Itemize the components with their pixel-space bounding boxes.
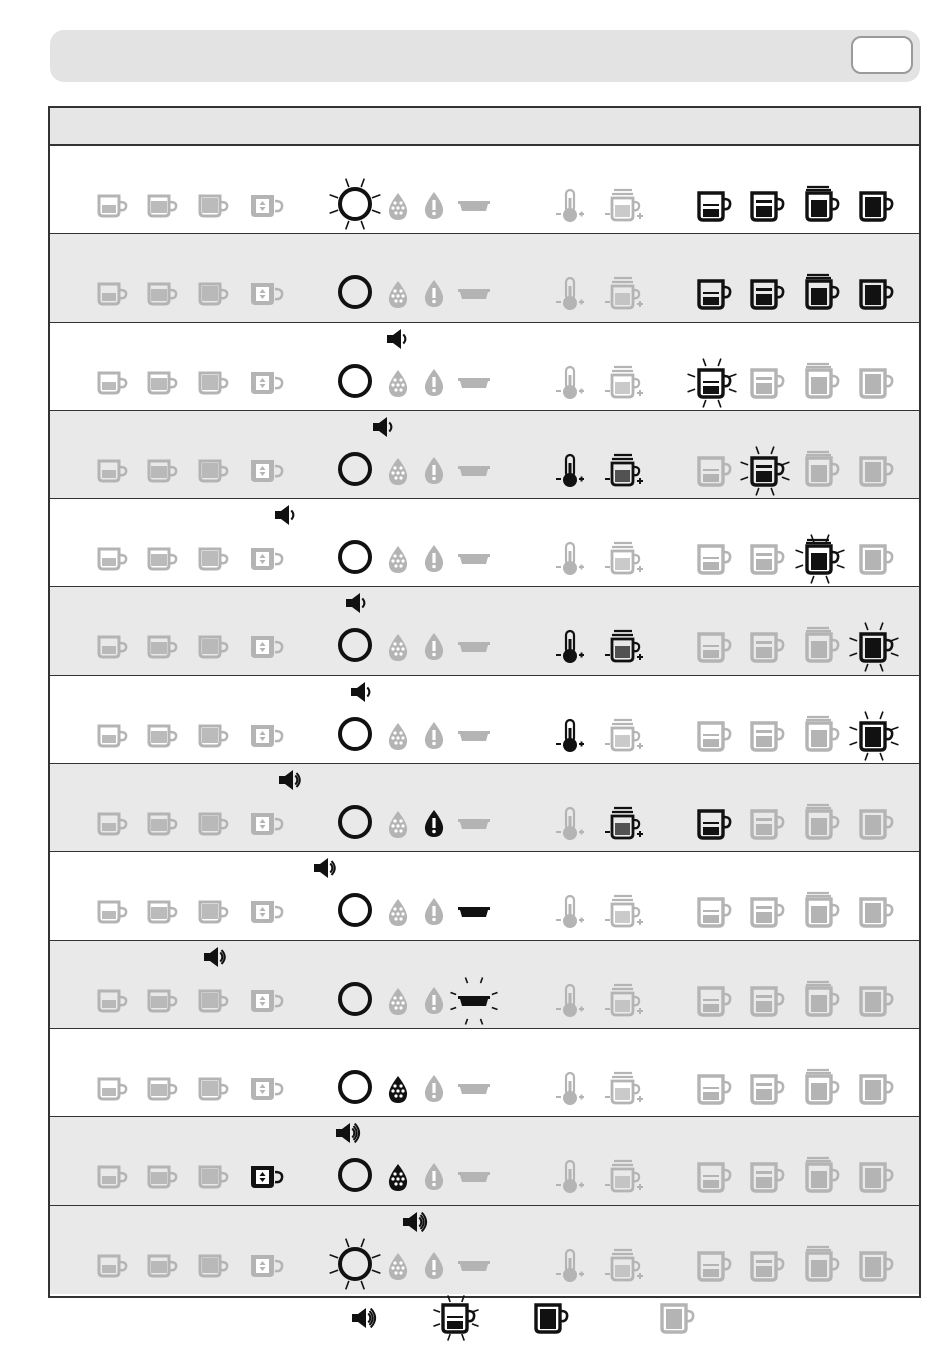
- cup-small-icon: [142, 1069, 182, 1109]
- thermometer-icon: [550, 802, 590, 846]
- coffee-cup-icon: [735, 796, 795, 852]
- cup-small-icon: [92, 539, 132, 579]
- coffee-cup-icon: [790, 443, 850, 499]
- coffee-cup-icon: [682, 443, 742, 499]
- coffee-cup-icon: [844, 1238, 904, 1294]
- cup-adjust-icon: [246, 1069, 286, 1109]
- cup-adjust-icon: [246, 1246, 286, 1286]
- cup-stack-icon: [602, 1155, 646, 1199]
- cup-adjust-icon: [246, 716, 286, 756]
- thermometer-icon: [550, 1067, 590, 1111]
- thermometer-icon: [550, 1155, 590, 1199]
- cup-adjust-icon: [246, 1157, 286, 1197]
- thermometer-icon: [550, 890, 590, 934]
- cup-small-icon: [193, 804, 233, 844]
- thermometer-icon: [550, 449, 590, 493]
- cup-small-icon: [193, 981, 233, 1021]
- coffee-cup-icon: [844, 266, 904, 322]
- row-5: [50, 499, 919, 587]
- cup-adjust-icon: [246, 627, 286, 667]
- cup-small-icon: [142, 274, 182, 314]
- cup-stack-icon: [602, 184, 646, 228]
- cup-small-icon: [92, 1246, 132, 1286]
- blink-cup-icon: [790, 531, 850, 587]
- descale-drop-icon: [378, 1069, 418, 1109]
- cup-adjust-icon: [246, 981, 286, 1021]
- descale-drop-icon: [378, 804, 418, 844]
- row-12: [50, 1117, 919, 1205]
- row-2: [50, 234, 919, 322]
- coffee-cup-icon: [790, 355, 850, 411]
- coffee-cup-icon: [844, 355, 904, 411]
- cup-stack-icon: [602, 449, 646, 493]
- coffee-cup-icon: [844, 443, 904, 499]
- thermometer-icon: [550, 272, 590, 316]
- row-6: [50, 587, 919, 675]
- coffee-cup-icon: [682, 619, 742, 675]
- cup-small-icon: [142, 627, 182, 667]
- beep-icon: [274, 766, 308, 794]
- coffee-cup-icon: [790, 884, 850, 940]
- cup-small-icon: [193, 1069, 233, 1109]
- drip-tray-icon: [444, 887, 504, 937]
- coffee-cup-icon: [790, 1238, 850, 1294]
- coffee-cup-icon: [735, 266, 795, 322]
- cup-small-icon: [92, 186, 132, 226]
- cup-small-icon: [92, 804, 132, 844]
- drip-tray-icon: [444, 534, 504, 584]
- blink-cup-icon: [735, 443, 795, 499]
- legend-beep-icon: [336, 1296, 392, 1340]
- beep-icon: [199, 943, 233, 971]
- coffee-cup-icon: [682, 708, 742, 764]
- blink-cup-icon: [844, 708, 904, 764]
- coffee-cup-icon: [844, 1061, 904, 1117]
- cup-stack-icon: [602, 714, 646, 758]
- descale-drop-icon: [378, 981, 418, 1021]
- descale-drop-icon: [378, 274, 418, 314]
- beep-icon: [382, 325, 416, 353]
- cup-small-icon: [142, 539, 182, 579]
- coffee-cup-icon: [844, 796, 904, 852]
- beep-icon: [331, 1119, 365, 1147]
- thermometer-icon: [550, 1244, 590, 1288]
- blink-cup-icon: [844, 619, 904, 675]
- descale-drop-icon: [378, 363, 418, 403]
- coffee-cup-icon: [735, 619, 795, 675]
- descale-drop-icon: [378, 186, 418, 226]
- coffee-cup-icon: [682, 796, 742, 852]
- cup-adjust-icon: [246, 363, 286, 403]
- cup-small-icon: [92, 892, 132, 932]
- cup-small-icon: [142, 892, 182, 932]
- drip-tray-icon: [444, 1241, 504, 1291]
- table-header: [50, 108, 919, 146]
- coffee-cup-icon: [790, 796, 850, 852]
- coffee-cup-icon: [735, 708, 795, 764]
- cup-adjust-icon: [246, 274, 286, 314]
- coffee-cup-icon: [844, 178, 904, 234]
- coffee-cup-icon: [735, 1061, 795, 1117]
- cup-small-icon: [193, 451, 233, 491]
- row-8: [50, 764, 919, 852]
- beep-icon: [398, 1208, 432, 1236]
- descale-drop-icon: [378, 1157, 418, 1197]
- descale-drop-icon: [378, 716, 418, 756]
- drip-tray-icon: [444, 181, 504, 231]
- coffee-cup-icon: [735, 178, 795, 234]
- cup-small-icon: [92, 274, 132, 314]
- row-9: [50, 852, 919, 940]
- drip-tray-icon: [444, 358, 504, 408]
- coffee-cup-icon: [682, 266, 742, 322]
- thermometer-icon: [550, 184, 590, 228]
- cup-small-icon: [92, 716, 132, 756]
- coffee-cup-icon: [844, 1149, 904, 1205]
- drip-tray-icon: [444, 711, 504, 761]
- descale-drop-icon: [378, 451, 418, 491]
- drip-tray-icon: [444, 1064, 504, 1114]
- coffee-cup-icon: [844, 884, 904, 940]
- thermometer-icon: [550, 537, 590, 581]
- coffee-cup-icon: [682, 973, 742, 1029]
- cup-stack-icon: [602, 361, 646, 405]
- legend-lit-icon: [521, 1296, 577, 1340]
- blink-cup-icon: [682, 355, 742, 411]
- row-10: [50, 941, 919, 1029]
- header-bar: [50, 30, 920, 82]
- cup-stack-icon: [602, 537, 646, 581]
- thermometer-icon: [550, 361, 590, 405]
- cup-stack-icon: [602, 272, 646, 316]
- drip-tray-icon: [444, 622, 504, 672]
- cup-small-icon: [92, 981, 132, 1021]
- page-number-box: [851, 36, 913, 74]
- cup-small-icon: [92, 1157, 132, 1197]
- coffee-cup-icon: [682, 884, 742, 940]
- cup-small-icon: [92, 627, 132, 667]
- cup-small-icon: [142, 186, 182, 226]
- row-11: [50, 1029, 919, 1117]
- thermometer-icon: [550, 714, 590, 758]
- cup-adjust-icon: [246, 804, 286, 844]
- cup-stack-icon: [602, 802, 646, 846]
- coffee-cup-icon: [682, 1238, 742, 1294]
- cup-stack-icon: [602, 1244, 646, 1288]
- coffee-cup-icon: [682, 1149, 742, 1205]
- cup-adjust-icon: [246, 186, 286, 226]
- coffee-cup-icon: [790, 1149, 850, 1205]
- coffee-cup-icon: [844, 973, 904, 1029]
- coffee-cup-icon: [790, 619, 850, 675]
- drip-tray-icon: [444, 446, 504, 496]
- coffee-cup-icon: [790, 973, 850, 1029]
- cup-adjust-icon: [246, 451, 286, 491]
- thermometer-icon: [550, 625, 590, 669]
- row-7: [50, 676, 919, 764]
- cup-small-icon: [193, 892, 233, 932]
- coffee-cup-icon: [790, 266, 850, 322]
- cup-stack-icon: [602, 625, 646, 669]
- cup-small-icon: [142, 1157, 182, 1197]
- row-3: [50, 323, 919, 411]
- coffee-cup-icon: [790, 178, 850, 234]
- row-1: [50, 146, 919, 234]
- legend-off-icon: [647, 1296, 703, 1340]
- cup-small-icon: [142, 716, 182, 756]
- cup-adjust-icon: [246, 539, 286, 579]
- coffee-cup-icon: [790, 1061, 850, 1117]
- cup-small-icon: [193, 186, 233, 226]
- descale-drop-icon: [378, 1246, 418, 1286]
- cup-small-icon: [193, 716, 233, 756]
- coffee-cup-icon: [682, 531, 742, 587]
- descale-drop-icon: [378, 892, 418, 932]
- drip-tray-icon: [444, 799, 504, 849]
- beep-icon: [309, 854, 343, 882]
- cup-small-icon: [142, 981, 182, 1021]
- cup-small-icon: [193, 274, 233, 314]
- drip-tray-icon: [444, 976, 504, 1026]
- drip-tray-icon: [444, 269, 504, 319]
- thermometer-icon: [550, 979, 590, 1023]
- cup-small-icon: [92, 451, 132, 491]
- cup-small-icon: [193, 539, 233, 579]
- cup-adjust-icon: [246, 892, 286, 932]
- coffee-cup-icon: [790, 708, 850, 764]
- cup-small-icon: [193, 1157, 233, 1197]
- cup-small-icon: [193, 363, 233, 403]
- table-body: [50, 146, 919, 1294]
- cup-small-icon: [142, 363, 182, 403]
- cup-stack-icon: [602, 979, 646, 1023]
- cup-small-icon: [92, 363, 132, 403]
- coffee-cup-icon: [735, 355, 795, 411]
- cup-small-icon: [142, 451, 182, 491]
- cup-small-icon: [193, 627, 233, 667]
- coffee-cup-icon: [735, 1238, 795, 1294]
- coffee-cup-icon: [735, 1149, 795, 1205]
- legend-blinking-icon: [428, 1296, 484, 1340]
- status-table: [48, 106, 921, 1298]
- beep-icon: [368, 413, 402, 441]
- coffee-cup-icon: [682, 178, 742, 234]
- coffee-cup-icon: [682, 1061, 742, 1117]
- coffee-cup-icon: [844, 531, 904, 587]
- row-4: [50, 411, 919, 499]
- legend: [0, 1298, 950, 1357]
- coffee-cup-icon: [735, 973, 795, 1029]
- coffee-cup-icon: [735, 531, 795, 587]
- cup-small-icon: [142, 804, 182, 844]
- beep-icon: [341, 589, 375, 617]
- cup-small-icon: [142, 1246, 182, 1286]
- drip-tray-icon: [444, 1152, 504, 1202]
- cup-stack-icon: [602, 890, 646, 934]
- beep-icon: [346, 678, 380, 706]
- cup-small-icon: [193, 1246, 233, 1286]
- row-13: [50, 1206, 919, 1294]
- coffee-cup-icon: [735, 884, 795, 940]
- beep-icon: [270, 501, 304, 529]
- descale-drop-icon: [378, 627, 418, 667]
- cup-small-icon: [92, 1069, 132, 1109]
- cup-stack-icon: [602, 1067, 646, 1111]
- descale-drop-icon: [378, 539, 418, 579]
